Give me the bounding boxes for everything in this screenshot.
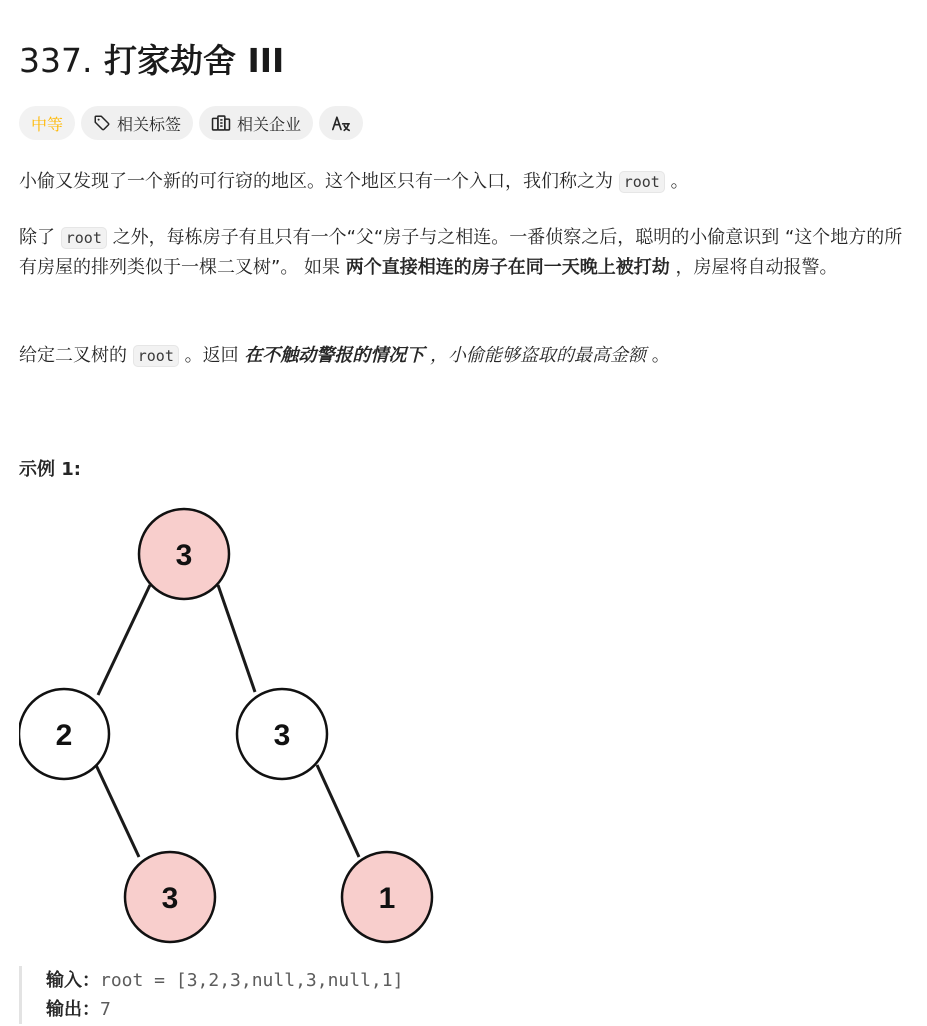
- edge-right-rightright: [317, 765, 359, 857]
- tree-node-value: 3: [175, 539, 193, 572]
- edge-root-left: [98, 585, 150, 695]
- p2-text-b: 之外，每栋房子有且只有一个“父“房子与之相连。一番侦察之后，聪明的小偷意识到 “这个地方的所有房屋的排列类似于一棵二叉树”。 如果: [19, 227, 903, 278]
- page-title: [19, 40, 284, 82]
- related-tags-label: 相关标签: [117, 114, 182, 134]
- related-companies-button[interactable]: [199, 106, 313, 140]
- tree-node: [125, 852, 215, 942]
- root-code: root: [61, 227, 107, 249]
- problem-number: 337.: [19, 41, 93, 80]
- tree-node-value: 1: [378, 882, 396, 915]
- example-io-block: [19, 966, 646, 1024]
- tree-node-value: 3: [161, 882, 179, 915]
- tag-bar: [19, 106, 363, 140]
- difficulty-badge: [19, 106, 75, 140]
- difficulty-label: 中等: [31, 114, 64, 134]
- example-title: 示例 1:: [19, 459, 81, 480]
- p3-end: 。: [646, 345, 670, 366]
- tree-node: [139, 509, 229, 599]
- input-label: 输入：: [46, 970, 100, 991]
- p3-text-a: 给定二叉树的: [19, 345, 133, 366]
- p2-bold: 两个直接相连的房子在同一天晚上被打劫: [345, 257, 670, 278]
- input-value: root = [3,2,3,null,3,null,1]: [100, 970, 404, 991]
- p1-text: 小偷又发现了一个新的可行窃的地区。这个地区只有一个入口，我们称之为: [19, 171, 619, 192]
- related-companies-label: 相关企业: [237, 114, 302, 134]
- p3-italic: ，小偷能够盗取的最高金额: [424, 345, 647, 366]
- p3-bold-italic: 在不触动警报的情况下: [244, 345, 425, 366]
- binary-tree-diagram: [19, 505, 439, 950]
- example-output-line: [46, 995, 646, 1024]
- description-paragraph-3: [19, 341, 909, 371]
- output-label: 输出：: [46, 999, 100, 1020]
- description-paragraph-2: [19, 223, 909, 283]
- example-input-line: [46, 966, 646, 995]
- translate-icon: [331, 114, 351, 132]
- root-code: root: [619, 171, 665, 193]
- related-tags-button[interactable]: [81, 106, 193, 140]
- p1-end: 。: [664, 171, 689, 192]
- p3-text-b: 。返回: [178, 345, 245, 366]
- output-value: 7: [100, 999, 111, 1020]
- tree-node-value: 3: [273, 719, 291, 752]
- p2-text-a: 除了: [19, 227, 61, 248]
- description-paragraph-1: [19, 167, 909, 197]
- edge-root-right: [218, 585, 255, 692]
- tree-node: [19, 689, 109, 779]
- building-icon: [211, 114, 231, 132]
- tree-node: [237, 689, 327, 779]
- tree-node: [342, 852, 432, 942]
- translate-button[interactable]: [319, 106, 363, 140]
- problem-title: 打家劫舍 III: [103, 41, 285, 80]
- root-code: root: [133, 345, 179, 367]
- tree-node-value: 2: [55, 719, 73, 752]
- edge-left-leftright: [96, 765, 139, 857]
- p2-end: ，房屋将自动报警。: [669, 257, 838, 278]
- tag-icon: [93, 114, 111, 132]
